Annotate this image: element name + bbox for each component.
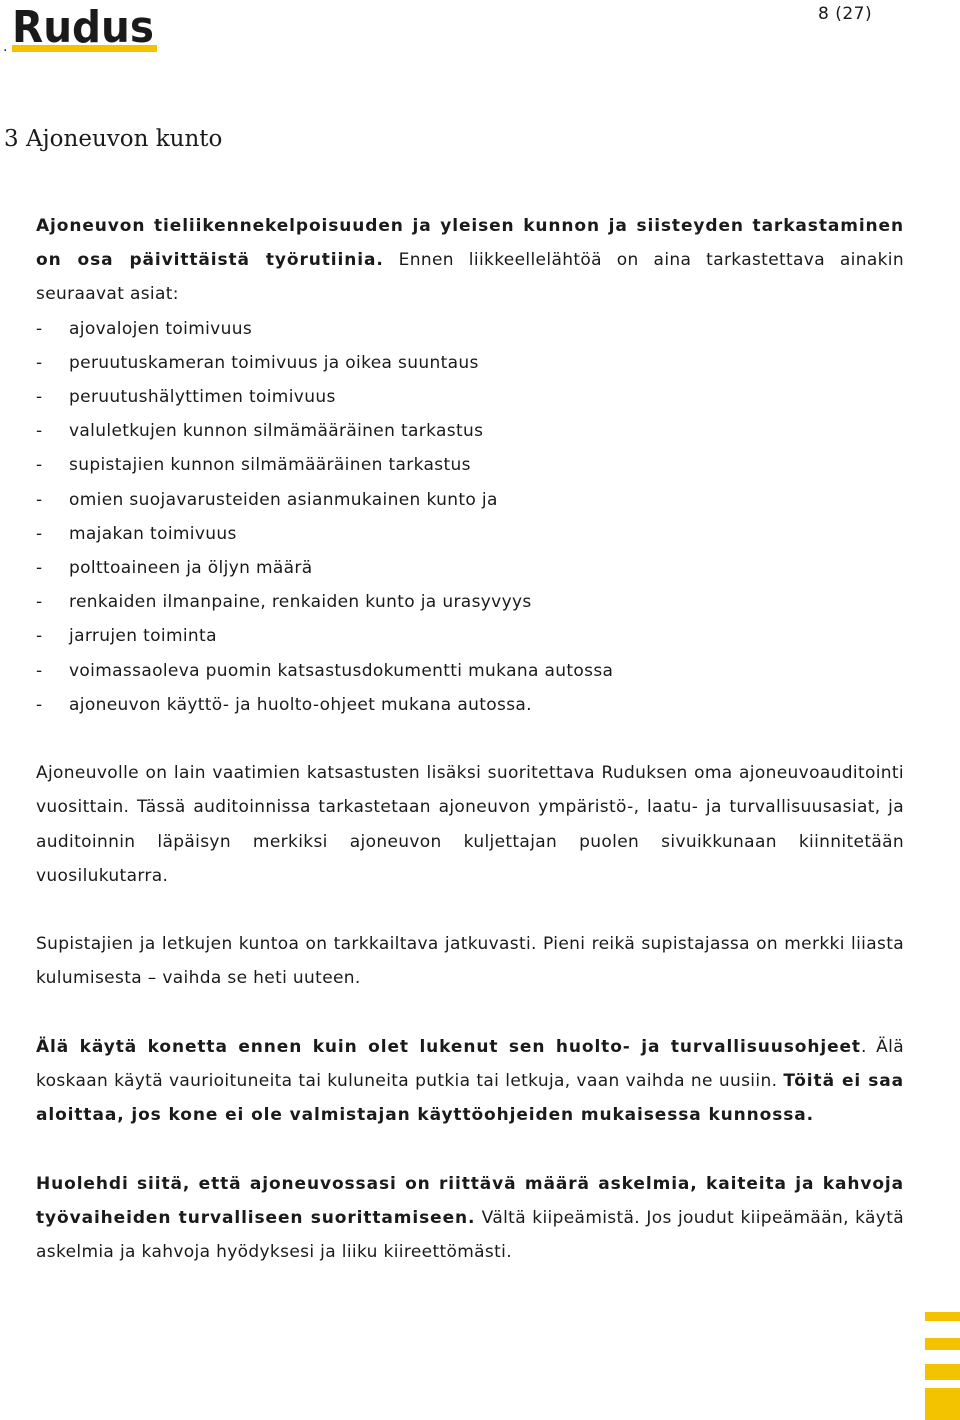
dash-bullet: - <box>36 592 43 613</box>
checklist-item <box>36 312 904 346</box>
checklist-item-text: peruutuskameran toimivuus ja oikea suuntaus <box>69 352 479 373</box>
warning-bold-1: Älä käytä konetta ennen kuin olet lukenut sen huolto- ja turvallisuusohjeet <box>36 1036 861 1057</box>
dash-bullet: - <box>36 523 43 544</box>
document-body <box>36 209 904 1269</box>
checklist-item-text: polttoaineen ja öljyn määrä <box>69 558 313 579</box>
checklist-item-text: voimassaoleva puomin katsastusdokumentti mukana autossa <box>69 660 614 681</box>
checklist-item <box>36 551 904 585</box>
warning-bold-2: Töitä ei saa aloittaa, jos kone ei ole valmistajan käyttöohjeiden mukaisessa kunnossa. <box>36 1071 904 1126</box>
checklist-item <box>36 688 904 722</box>
intro-paragraph <box>36 209 904 312</box>
warning-paragraph <box>36 1030 904 1133</box>
dash-bullet: - <box>36 421 43 442</box>
checklist-item-text: omien suojavarusteiden asianmukainen kunto ja <box>69 489 498 510</box>
checklist <box>36 312 904 722</box>
stripe <box>925 1312 960 1321</box>
dash-bullet: - <box>36 694 43 715</box>
checklist-item-text: ajoneuvon käyttö- ja huolto-ohjeet mukana autossa. <box>69 694 532 715</box>
dash-bullet: - <box>36 489 43 510</box>
intro-bold: Ajoneuvon tieliikennekelpoisuuden ja yleisen kunnon ja siisteyden tarkastaminen on osa päivittäistä työrutiinia. <box>36 216 904 271</box>
checklist-item <box>36 585 904 619</box>
dash-bullet: - <box>36 318 43 339</box>
stripe <box>925 1338 960 1350</box>
brand-stripes-decoration <box>925 1308 960 1420</box>
page-number: 8 (27) <box>818 4 873 24</box>
intro-text: Ennen liikkeellelähtöä on aina tarkastettava ainakin seuraavat asiat: <box>36 250 905 305</box>
section-title: 3 Ajoneuvon kunto <box>4 126 223 152</box>
dash-bullet: - <box>36 558 43 579</box>
dash-bullet: - <box>36 352 43 373</box>
checklist-item-text: jarrujen toiminta <box>69 626 217 647</box>
checklist-item <box>36 448 904 482</box>
checklist-item <box>36 414 904 448</box>
hoses-paragraph: Supistajien ja letkujen kuntoa on tarkkailtava jatkuvasti. Pieni reikä supistajassa on merkki liiasta kulumisesta – vaihda se heti uuteen. <box>36 934 904 989</box>
steps-bold: Huolehdi siitä, että ajoneuvossasi on riittävä määrä askelmia, kaiteita ja kahvoja työvaiheiden turvalliseen suorittamiseen. <box>36 1173 904 1228</box>
dash-bullet: - <box>36 387 43 408</box>
checklist-item-text: valuletkujen kunnon silmämääräinen tarkastus <box>69 421 484 442</box>
steps-paragraph <box>36 1167 904 1270</box>
dash-bullet: - <box>36 455 43 476</box>
logo-text: Rudus <box>12 2 154 52</box>
steps-text: Vältä kiipeämistä. Jos joudut kiipeämään, käytä askelmia ja kahvoja hyödyksesi ja liiku kiireettömästi. <box>36 1207 904 1263</box>
warning-text-1: . Älä koskaan käytä vaurioituneita tai kuluneita putkia tai letkuja, vaan vaihda ne uusiin. <box>36 1036 904 1092</box>
checklist-item <box>36 619 904 653</box>
checklist-item <box>36 654 904 688</box>
dash-bullet: - <box>36 660 43 681</box>
checklist-item-text: renkaiden ilmanpaine, renkaiden kunto ja urasyvyys <box>69 592 532 613</box>
checklist-item-text: peruutushälyttimen toimivuus <box>69 387 336 408</box>
audit-paragraph: Ajoneuvolle on lain vaatimien katsastusten lisäksi suoritettava Ruduksen oma ajoneuvoauditointi vuosittain. Tässä auditoinnissa tarkastetaan ajoneuvon ympäristö-, laatu- ja turvallisuusasiat, ja auditoinnin läpäisyn merkiksi ajoneuvon kuljettajan puolen sivuikkunaan kiinnitetään vuosilukutarra. <box>36 763 904 886</box>
checklist-item-text: supistajien kunnon silmämääräinen tarkastus <box>69 455 471 476</box>
stripe <box>925 1364 960 1380</box>
rudus-logo <box>12 2 162 52</box>
stripe <box>925 1388 960 1420</box>
checklist-item <box>36 380 904 414</box>
checklist-item-text: ajovalojen toimivuus <box>69 318 253 339</box>
checklist-item <box>36 517 904 551</box>
logo-dot: . <box>3 39 8 55</box>
checklist-item-text: majakan toimivuus <box>69 523 237 544</box>
dash-bullet: - <box>36 626 43 647</box>
checklist-item <box>36 346 904 380</box>
checklist-item <box>36 483 904 517</box>
